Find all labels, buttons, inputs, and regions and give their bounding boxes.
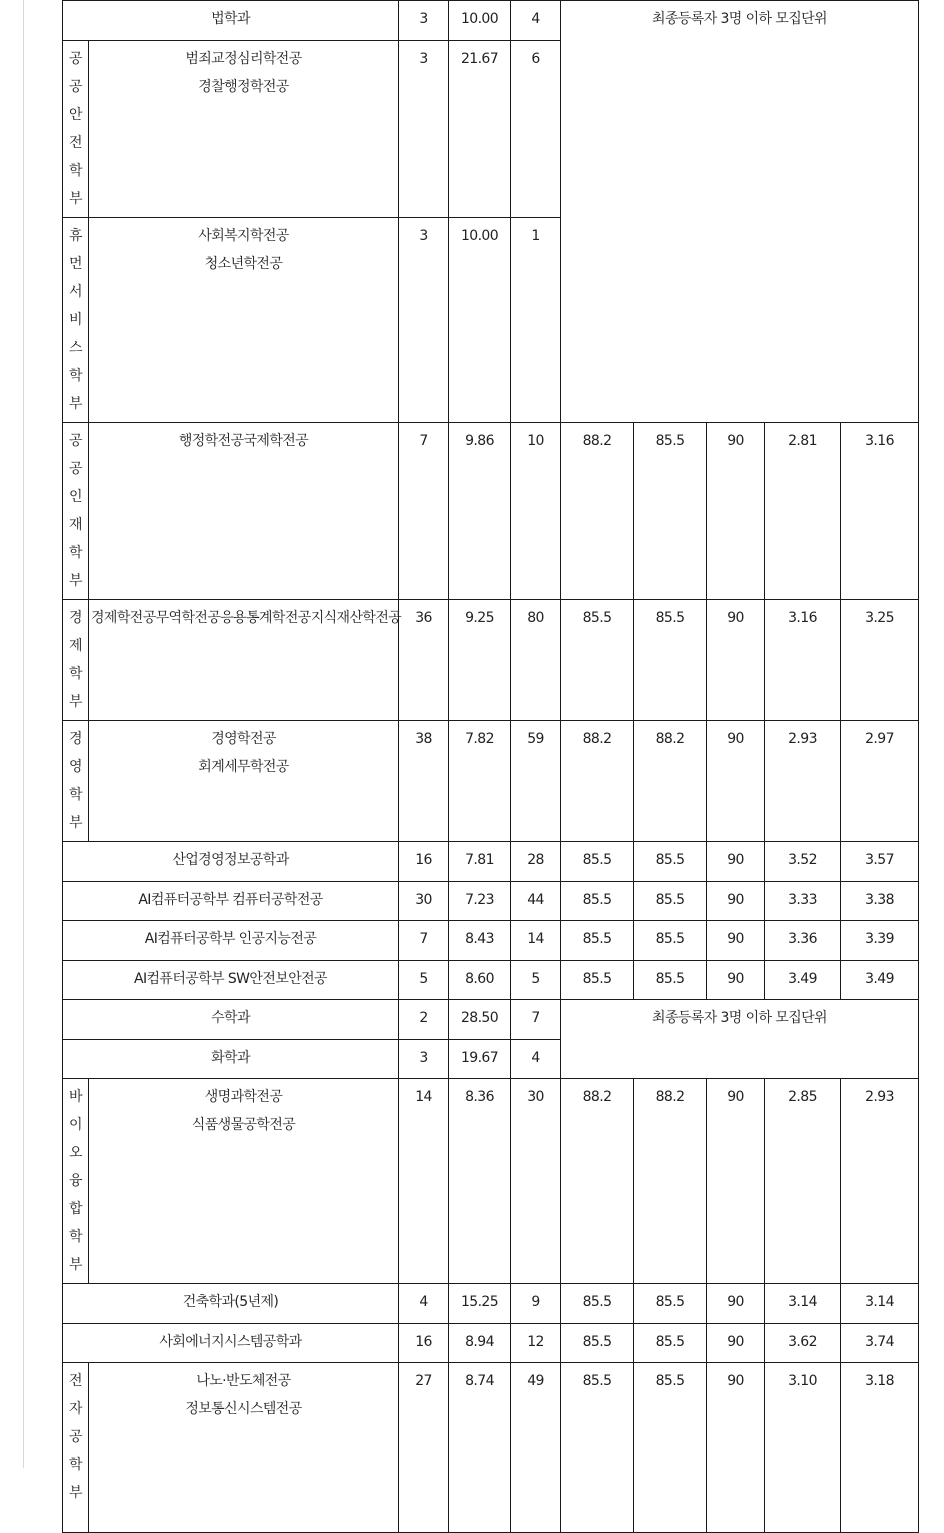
- table-row: [63, 921, 919, 961]
- majors-cell: 나노·반도체전공 정보통신시스템전공: [89, 1363, 399, 1533]
- cell: 30: [399, 882, 449, 921]
- cell: 3: [399, 1040, 449, 1079]
- category-vertical: 전 자 공 학 부: [63, 1363, 89, 1533]
- cell: 2.85: [765, 1079, 841, 1284]
- unit-name: AI컴퓨터공학부 SW안전보안전공: [63, 961, 399, 1000]
- cell: 90: [707, 721, 765, 842]
- table-row: [63, 961, 919, 1000]
- cell: 90: [707, 423, 765, 600]
- cell: 88.2: [561, 423, 634, 600]
- table-row: [63, 423, 919, 600]
- cell: 85.5: [634, 961, 707, 1000]
- cell: 85.5: [561, 1363, 634, 1533]
- cell: 4: [511, 1, 561, 41]
- cell: 16: [399, 1324, 449, 1363]
- unit-name: 수학과: [63, 1000, 399, 1040]
- category-vertical: 경 영 학 부: [63, 721, 89, 842]
- cell: 3.14: [765, 1284, 841, 1324]
- table-row: [63, 721, 919, 842]
- majors-cell: 사회복지학전공 청소년학전공: [89, 218, 399, 423]
- cell: 88.2: [634, 721, 707, 842]
- admission-results-table: [62, 0, 919, 1533]
- cell: 7.23: [449, 882, 511, 921]
- cell: 9.86: [449, 423, 511, 600]
- cell: 10.00: [449, 1, 511, 41]
- cell: 30: [511, 1079, 561, 1284]
- cell: 28: [511, 842, 561, 882]
- cell: 90: [707, 842, 765, 882]
- category-vertical: 공 공 인 재 학 부: [63, 423, 89, 600]
- cell: 2.93: [765, 721, 841, 842]
- table-row: [63, 1324, 919, 1363]
- cell: 19.67: [449, 1040, 511, 1079]
- cell: 90: [707, 1363, 765, 1533]
- cell: 85.5: [561, 882, 634, 921]
- cell: 3.38: [841, 882, 919, 921]
- cell: 7: [511, 1000, 561, 1040]
- unit-name: 산업경영정보공학과: [63, 842, 399, 882]
- cell: 14: [511, 921, 561, 961]
- cell: 4: [399, 1284, 449, 1324]
- cell: 85.5: [561, 961, 634, 1000]
- page-left-rule: [23, 0, 24, 1468]
- cell: 7.82: [449, 721, 511, 842]
- cell: 27: [399, 1363, 449, 1533]
- cell: 7: [399, 921, 449, 961]
- table-row: [63, 1000, 919, 1040]
- cell: 85.5: [561, 921, 634, 961]
- cell: 10.00: [449, 218, 511, 423]
- cell: 85.5: [634, 842, 707, 882]
- cell: 5: [399, 961, 449, 1000]
- cell: 90: [707, 921, 765, 961]
- cell: 3.74: [841, 1324, 919, 1363]
- note-cell: 최종등록자 3명 이하 모집단위: [561, 1, 919, 423]
- cell: 8.74: [449, 1363, 511, 1533]
- cell: 85.5: [561, 1284, 634, 1324]
- cell: 88.2: [561, 721, 634, 842]
- cell: 85.5: [634, 1363, 707, 1533]
- cell: 3: [399, 218, 449, 423]
- cell: 3.49: [765, 961, 841, 1000]
- majors-cell: 생명과학전공 식품생물공학전공: [89, 1079, 399, 1284]
- cell: 3.39: [841, 921, 919, 961]
- unit-name: 화학과: [63, 1040, 399, 1079]
- category-vertical: 바 이 오 융 합 학 부: [63, 1079, 89, 1284]
- cell: 7: [399, 423, 449, 600]
- cell: 16: [399, 842, 449, 882]
- cell: 3.57: [841, 842, 919, 882]
- majors-cell: 범죄교정심리학전공 경찰행정학전공: [89, 41, 399, 218]
- cell: 88.2: [634, 1079, 707, 1284]
- cell: 3.33: [765, 882, 841, 921]
- cell: 80: [511, 600, 561, 721]
- cell: 85.5: [634, 1324, 707, 1363]
- cell: 3.18: [841, 1363, 919, 1533]
- cell: 8.43: [449, 921, 511, 961]
- cell: 2.97: [841, 721, 919, 842]
- unit-name: AI컴퓨터공학부 인공지능전공: [63, 921, 399, 961]
- cell: 90: [707, 1079, 765, 1284]
- category-vertical: 공 공 안 전 학 부: [63, 41, 89, 218]
- cell: 2: [399, 1000, 449, 1040]
- cell: 59: [511, 721, 561, 842]
- cell: 2.93: [841, 1079, 919, 1284]
- cell: 14: [399, 1079, 449, 1284]
- majors-cell: 경영학전공 회계세무학전공: [89, 721, 399, 842]
- cell: 90: [707, 600, 765, 721]
- cell: 3.49: [841, 961, 919, 1000]
- cell: 5: [511, 961, 561, 1000]
- table-row: [63, 882, 919, 921]
- cell: 3.25: [841, 600, 919, 721]
- unit-name: 법학과: [63, 1, 399, 41]
- note-cell: 최종등록자 3명 이하 모집단위: [561, 1000, 919, 1079]
- cell: 3.16: [841, 423, 919, 600]
- cell: 15.25: [449, 1284, 511, 1324]
- cell: 85.5: [561, 600, 634, 721]
- table-row: [63, 1, 919, 41]
- cell: 90: [707, 882, 765, 921]
- unit-name: AI컴퓨터공학부 컴퓨터공학전공: [63, 882, 399, 921]
- cell: 85.5: [561, 1324, 634, 1363]
- cell: 9.25: [449, 600, 511, 721]
- cell: 12: [511, 1324, 561, 1363]
- cell: 8.36: [449, 1079, 511, 1284]
- table-row: [63, 1363, 919, 1533]
- cell: 9: [511, 1284, 561, 1324]
- cell: 3.52: [765, 842, 841, 882]
- cell: 3.14: [841, 1284, 919, 1324]
- cell: 4: [511, 1040, 561, 1079]
- table-row: [63, 1079, 919, 1284]
- cell: 7.81: [449, 842, 511, 882]
- table-row: [63, 1284, 919, 1324]
- category-vertical: 휴 먼 서 비 스 학 부: [63, 218, 89, 423]
- majors-cell: 경제학전공무역학전공응용통계학전공지식재산학전공: [89, 600, 399, 721]
- cell: 3.36: [765, 921, 841, 961]
- cell: 28.50: [449, 1000, 511, 1040]
- cell: 38: [399, 721, 449, 842]
- cell: 3.10: [765, 1363, 841, 1533]
- cell: 85.5: [634, 1284, 707, 1324]
- table-row: [63, 600, 919, 721]
- cell: 36: [399, 600, 449, 721]
- cell: 85.5: [634, 423, 707, 600]
- cell: 2.81: [765, 423, 841, 600]
- cell: 3: [399, 1, 449, 41]
- cell: 8.60: [449, 961, 511, 1000]
- cell: 10: [511, 423, 561, 600]
- cell: 88.2: [561, 1079, 634, 1284]
- cell: 3.16: [765, 600, 841, 721]
- category-vertical: 경 제 학 부: [63, 600, 89, 721]
- unit-name: 건축학과(5년제): [63, 1284, 399, 1324]
- cell: 85.5: [561, 842, 634, 882]
- cell: 85.5: [634, 600, 707, 721]
- cell: 90: [707, 961, 765, 1000]
- cell: 44: [511, 882, 561, 921]
- cell: 90: [707, 1284, 765, 1324]
- cell: 85.5: [634, 882, 707, 921]
- cell: 8.94: [449, 1324, 511, 1363]
- cell: 85.5: [634, 921, 707, 961]
- cell: 49: [511, 1363, 561, 1533]
- unit-name: 사회에너지시스템공학과: [63, 1324, 399, 1363]
- cell: 3: [399, 41, 449, 218]
- table-row: [63, 842, 919, 882]
- majors-cell: 행정학전공국제학전공: [89, 423, 399, 600]
- cell: 3.62: [765, 1324, 841, 1363]
- cell: 6: [511, 41, 561, 218]
- cell: 90: [707, 1324, 765, 1363]
- cell: 21.67: [449, 41, 511, 218]
- cell: 1: [511, 218, 561, 423]
